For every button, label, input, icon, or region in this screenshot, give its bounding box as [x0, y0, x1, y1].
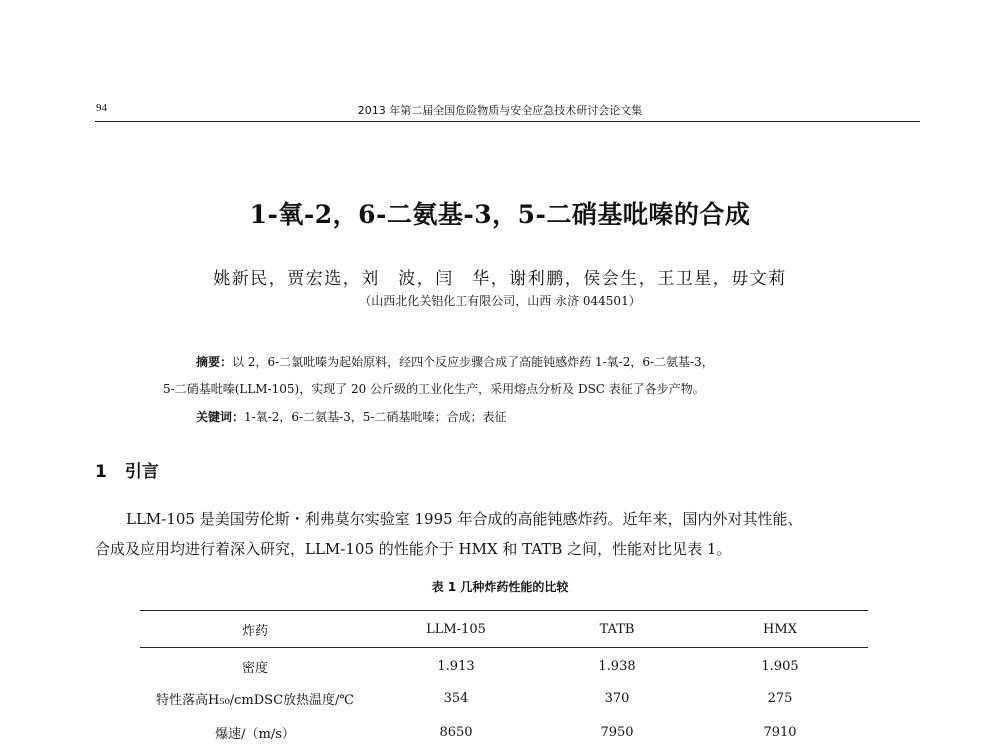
table-header-cell: 炸药	[241, 624, 268, 639]
keywords-label: 关键词：	[196, 410, 245, 424]
affiliation: （山西北化关铝化工有限公司，山西 永济 044501）	[359, 294, 641, 308]
section-title: 引言	[124, 462, 159, 482]
table-cell: 370	[604, 690, 630, 706]
table-header-cell: HMX	[763, 622, 797, 637]
intro-paragraph-line1: LLM-105 是美国劳伦斯・利弗莫尔实验室 1995 年合成的高能钝感炸药。近年来，国内外对其性能、	[126, 510, 803, 528]
paper-title: 1-氧-2，6-二氨基-3，5-二硝基吡嗪的合成	[249, 200, 751, 229]
table-rule-top	[140, 610, 868, 611]
table-header-row	[140, 612, 868, 647]
section-heading	[95, 457, 159, 482]
keywords	[196, 408, 506, 425]
table-cell: 275	[767, 690, 793, 706]
section-number: 1	[95, 462, 107, 482]
keywords-text: 1-氧-2，6-二氨基-3，5-二硝基吡嗪；合成；表征	[244, 410, 507, 424]
page-number: 94	[96, 102, 107, 114]
table-cell: 1.913	[437, 658, 475, 674]
table-cell: 7950	[600, 724, 634, 740]
table-cell: 354	[443, 690, 469, 706]
table-cell: 爆速/（m/s）	[215, 726, 295, 742]
author-list: 姚新民，贾宏选，刘 波，闫 华，谢利鹏，侯会生，王卫星，毋文莉	[213, 269, 787, 289]
abstract-text-line2: 5-二硝基吡嗪(LLM-105)，实现了 20 公斤级的工业化生产，采用熔点分析及 DSC 表征了各步产物。	[163, 382, 705, 396]
table-cell: 7910	[763, 724, 797, 740]
performance-table	[140, 612, 868, 749]
table-header-cell: LLM-105	[426, 622, 486, 637]
table-caption: 表 1 几种炸药性能的比较	[431, 580, 569, 594]
table-row	[140, 647, 868, 681]
table-cell: 1.938	[598, 658, 636, 674]
intro-paragraph-line2: 合成及应用均进行着深入研究，LLM-105 的性能介于 HMX 和 TATB 之间，性能对比见表 1。	[95, 540, 732, 558]
abstract-text-line1: 以 2，6-二氯吡嗪为起始原料，经四个反应步骤合成了高能钝感炸药 1-氧-2，6-二氨基-3，	[232, 355, 714, 369]
table-row	[140, 681, 868, 715]
running-header: 2013 年第二届全国危险物质与安全应急技术研讨会论文集	[357, 104, 643, 117]
table-cell: 特性落高H₅₀/cmDSC放热温度/℃	[156, 692, 354, 708]
table-header-cell: TATB	[599, 622, 635, 637]
abstract-label: 摘要：	[196, 355, 233, 369]
abstract	[196, 353, 714, 370]
table-row	[140, 715, 868, 749]
table-cell: 1.905	[761, 658, 799, 674]
table-cell: 8650	[439, 724, 473, 740]
header-rule	[95, 121, 920, 122]
table-cell: 密度	[241, 660, 268, 676]
